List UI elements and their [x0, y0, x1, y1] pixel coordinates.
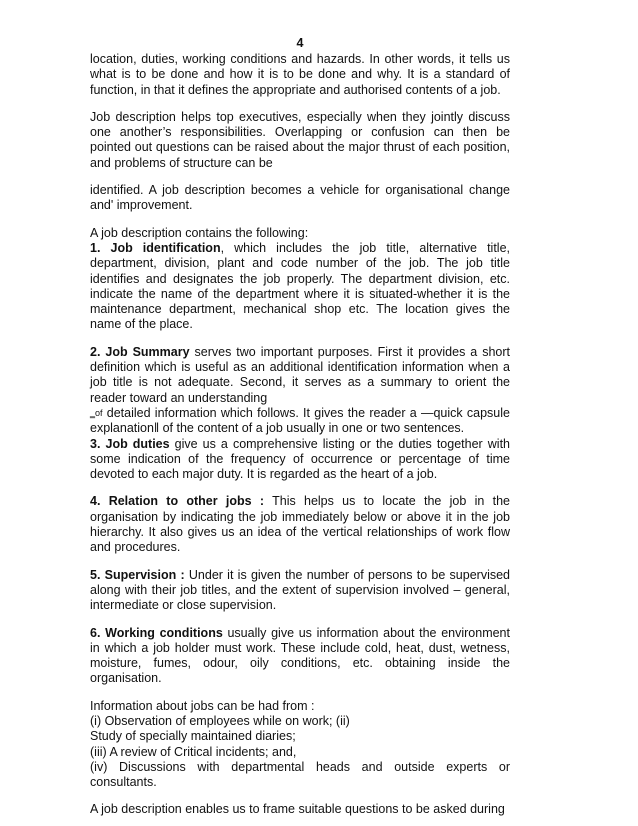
document-page: [90, 36, 510, 818]
paragraph-vehicle-for-change: identified. A job description becomes a vehicle for organisational change and' improvement.: [90, 183, 510, 213]
paragraph-contents-intro: A job description contains the following:: [90, 225, 309, 240]
sources-item-3: (iii) A review of Critical incidents; and,: [90, 744, 297, 759]
item-supervision-text: Under it is given the number of persons to be supervised along with their job titles, and the extent of supervision involved – general, intermediate or close supervision.: [90, 567, 510, 613]
paragraph-last: A job description enables us to frame suitable questions to be asked during: [90, 802, 505, 817]
sources-item-4: (iv) Discussions with departmental heads and outside experts or consultants.: [90, 759, 510, 790]
item-job-identification-heading: 1. Job identification: [90, 240, 221, 255]
item-job-identification-text: , which includes the job title, alternative title, department, division, plant and code number of the job. The job title identifies and designates the job properly. The department division, etc. indicate the name of the department where it is situated-whether it is the maintenance department, mechanical shop etc. The location gives the name of the place.: [90, 240, 511, 332]
item-job-summary-text: serves two important purposes. First it provides a short definition which is useful as an additional identification information when a job title is not adequate. Second, it serves as a summary to orient the reader toward an understanding: [90, 344, 510, 405]
page-number: 4: [296, 36, 304, 50]
sources-item-2: Study of specially maintained diaries;: [90, 729, 296, 744]
paragraph-job-description-definition: location, duties, working conditions and hazards. In other words, it tells us what is to be done and how it is to be done and why. It is a standard of function, in that it defines the appropriate and authorised contents of a job.: [90, 52, 510, 97]
item-supervision-heading: 5. Supervision :: [90, 567, 185, 582]
quote-glyph: ‗of: [90, 407, 103, 418]
item-job-duties: [90, 437, 510, 483]
sources-intro: Information about jobs can be had from :: [90, 698, 315, 713]
item-working-conditions-heading: 6. Working conditions: [90, 625, 223, 640]
item-relation-heading: 4. Relation to other jobs :: [90, 494, 265, 509]
sources-item-1: (i) Observation of employees while on work; (ii): [90, 713, 350, 728]
item-supervision: [90, 568, 510, 614]
item-job-identification: [90, 241, 510, 333]
item-job-summary: [90, 345, 510, 406]
item-working-conditions: [90, 626, 510, 687]
paragraph-top-executives: Job description helps top executives, especially when they jointly discuss one another’s responsibilities. Overlapping or confusion can then be pointed out questions can be raised about the major thrust of each position, and problems of structure can be: [90, 109, 510, 170]
item-job-duties-text: give us a comprehensive listing or the duties together with some indication of the frequency of occurrence or percentage of time devoted to each major duty. It is regarded as the heart of a job.: [90, 436, 510, 482]
item-job-summary-text-continued: detailed information which follows. It gives the reader a ―quick capsule explanation‖ of the content of a job usually in one or two sentences.: [90, 405, 510, 436]
item-job-duties-heading: 3. Job duties: [90, 436, 170, 451]
item-working-conditions-text: usually give us information about the environment in which a job holder must work. These include cold, heat, dust, wetness, moisture, fumes, odour, oily conditions, etc. obtaining inside the organisation.: [90, 625, 510, 686]
item-job-summary-heading: 2. Job Summary: [90, 344, 190, 359]
item-relation-text: This helps us to locate the job in the organisation by indicating the job immediately below or above it in the job hierarchy. It also gives us an idea of the vertical relationships of work flow and procedures.: [90, 494, 510, 555]
item-job-summary-continued: [90, 406, 510, 437]
item-relation-to-other-jobs: [90, 494, 510, 555]
